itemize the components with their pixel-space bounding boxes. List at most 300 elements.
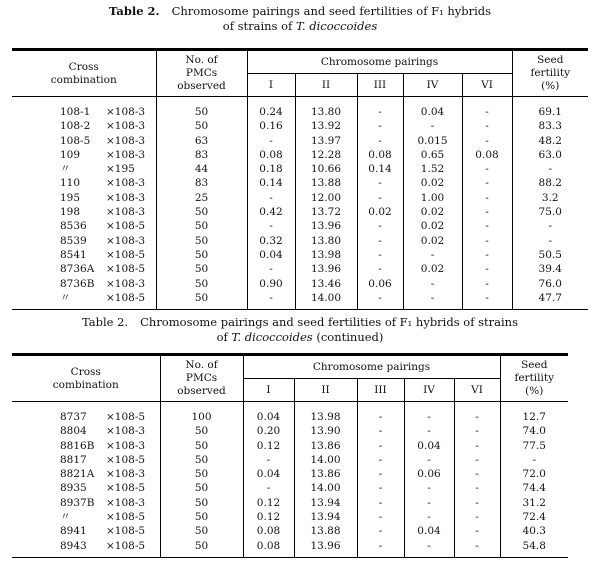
cell-VI: - [462, 291, 512, 310]
cross-female-parent: 8539 [60, 234, 87, 247]
header-pmcs: No. of PMCs observed [156, 50, 247, 97]
cell-fertility: 12.7 [500, 402, 568, 425]
cell-fertility: 48.2 [512, 134, 588, 148]
cell-II: 12.28 [295, 148, 357, 162]
cell-fertility: 72.4 [500, 510, 568, 524]
cell-I: 0.04 [243, 402, 294, 425]
table2-caption-line2 [0, 330, 600, 345]
cell-I: - [247, 219, 295, 233]
cross-male-parent: ×108-3 [106, 177, 146, 190]
header-cross: Cross combination [12, 50, 156, 97]
cell-pmcs: 25 [156, 191, 247, 205]
cell-II: 13.98 [295, 248, 357, 262]
cell-I: 0.20 [243, 424, 294, 438]
cell-I: 0.32 [247, 234, 295, 248]
cell-fertility: 40.3 [500, 524, 568, 538]
cell-cross [12, 481, 160, 495]
cross-female-parent: 8941 [60, 525, 87, 538]
cell-IV: - [403, 277, 462, 291]
header-pairings: Chromosome pairings [247, 50, 512, 74]
cell-cross [12, 97, 156, 120]
cell-III: - [357, 134, 403, 148]
cell-II: 13.46 [295, 277, 357, 291]
cell-II: 13.96 [295, 219, 357, 233]
cell-III: - [357, 453, 404, 467]
cell-IV: 1.52 [403, 162, 462, 176]
cell-III: - [357, 439, 404, 453]
cell-III: - [357, 219, 403, 233]
cell-II: 13.72 [295, 205, 357, 219]
cross-female-parent: 109 [60, 148, 81, 161]
cell-III: - [357, 176, 403, 190]
cell-IV: 0.65 [403, 148, 462, 162]
cell-IV: 0.02 [403, 176, 462, 190]
cell-IV: 0.02 [403, 219, 462, 233]
cell-IV: - [404, 453, 454, 467]
header-II: II [295, 74, 357, 97]
cell-cross [12, 219, 156, 233]
table2-body [12, 402, 568, 558]
cross-female-parent: 8804 [60, 425, 87, 438]
cell-VI: - [462, 262, 512, 276]
cell-VI: - [462, 248, 512, 262]
table-row [12, 119, 588, 133]
cell-cross [12, 467, 160, 481]
cross-male-parent: ×108-3 [106, 148, 146, 161]
cell-pmcs: 50 [160, 539, 243, 558]
cell-fertility: 75.0 [512, 205, 588, 219]
cell-VI: - [462, 119, 512, 133]
cell-cross [12, 496, 160, 510]
cell-pmcs: 50 [160, 439, 243, 453]
cross-female-parent: 8736A [60, 263, 95, 276]
cell-III: - [357, 496, 404, 510]
cross-male-parent: ×108-5 [106, 411, 146, 423]
cross-male-parent: ×108-3 [106, 191, 146, 204]
cell-III: - [357, 539, 404, 558]
cell-fertility: - [512, 219, 588, 233]
cell-VI: - [454, 481, 500, 495]
cell-fertility: 54.8 [500, 539, 568, 558]
cell-VI: - [462, 234, 512, 248]
cell-IV: - [404, 424, 454, 438]
cross-male-parent: ×108-3 [106, 277, 146, 290]
table-row [12, 453, 568, 467]
cell-II: 13.96 [295, 262, 357, 276]
cell-II: 13.94 [294, 496, 357, 510]
cell-VI: - [454, 510, 500, 524]
cross-female-parent: 8937B [60, 496, 95, 509]
cell-VI: - [454, 439, 500, 453]
table-row [12, 234, 588, 248]
cell-IV: - [404, 510, 454, 524]
cross-male-parent: ×108-3 [106, 468, 146, 481]
cell-II: 13.86 [294, 439, 357, 453]
table-row [12, 97, 588, 120]
cross-male-parent: ×108-3 [106, 134, 146, 147]
cell-VI: - [462, 176, 512, 190]
header-III: III [357, 379, 404, 402]
cell-I: 0.42 [247, 205, 295, 219]
cross-female-parent: 8816B [60, 439, 95, 452]
cell-pmcs: 83 [156, 148, 247, 162]
cross-male-parent: ×108-3 [106, 234, 146, 247]
cross-male-parent: ×108-5 [106, 511, 146, 524]
cross-female-parent: 〃 [60, 291, 71, 304]
cell-cross [12, 134, 156, 148]
cross-male-parent: ×108-5 [106, 291, 146, 304]
cell-II: 13.86 [294, 467, 357, 481]
cross-female-parent: 108-1 [60, 106, 91, 118]
table1-caption-label: Table 2. [108, 4, 160, 18]
cell-III: - [357, 402, 404, 425]
cross-male-parent: ×108-3 [106, 439, 146, 452]
cell-VI: - [454, 467, 500, 481]
cell-fertility: 47.7 [512, 291, 588, 310]
cell-III: 0.06 [357, 277, 403, 291]
cell-VI: - [462, 191, 512, 205]
cross-female-parent: 8817 [60, 453, 87, 466]
cell-pmcs: 50 [156, 291, 247, 310]
table2-caption-text: Chromosome pairings and seed fertilities of F₁ hybrids of strains [140, 315, 518, 329]
cell-III: 0.02 [357, 205, 403, 219]
table1-caption-prefix: of strains of [222, 19, 296, 33]
cell-III: - [357, 97, 403, 120]
cell-fertility: 31.2 [500, 496, 568, 510]
table-row [12, 496, 568, 510]
cross-female-parent: 110 [60, 177, 81, 190]
table1-caption-species: T. dicoccoides [295, 19, 378, 33]
cell-VI: - [454, 539, 500, 558]
cell-III: - [357, 481, 404, 495]
cell-II: 13.92 [295, 119, 357, 133]
cell-pmcs: 50 [160, 496, 243, 510]
cell-I: - [247, 262, 295, 276]
cross-male-parent: ×108-5 [106, 248, 146, 261]
cross-male-parent: ×195 [106, 163, 135, 176]
table2-caption-prefix: of [216, 330, 232, 344]
header-fertility: Seed fertility (%) [512, 50, 588, 97]
cell-II: 14.00 [294, 453, 357, 467]
cell-VI: - [462, 134, 512, 148]
cell-III: - [357, 510, 404, 524]
cross-female-parent: 8541 [60, 248, 87, 261]
cell-pmcs: 50 [156, 248, 247, 262]
cell-fertility: 63.0 [512, 148, 588, 162]
cell-IV: - [404, 539, 454, 558]
cross-male-parent: ×108-3 [106, 425, 146, 438]
cell-III: - [357, 291, 403, 310]
cell-II: 13.80 [295, 234, 357, 248]
cell-III: - [357, 191, 403, 205]
header-IV: IV [403, 74, 462, 97]
table-row [12, 176, 588, 190]
table-row [12, 248, 588, 262]
cell-pmcs: 44 [156, 162, 247, 176]
cell-cross [12, 191, 156, 205]
cell-I: 0.08 [243, 524, 294, 538]
cell-pmcs: 100 [160, 402, 243, 425]
cell-IV: - [403, 119, 462, 133]
cell-cross [12, 510, 160, 524]
cell-VI: - [454, 524, 500, 538]
cell-pmcs: 50 [160, 467, 243, 481]
cell-II: 13.88 [294, 524, 357, 538]
cell-II: 12.00 [295, 191, 357, 205]
cross-female-parent: 8737 [60, 411, 87, 423]
cell-VI: - [462, 97, 512, 120]
cell-cross [12, 439, 160, 453]
cell-fertility: 74.0 [500, 424, 568, 438]
table-row [12, 162, 588, 176]
cell-I: 0.18 [247, 162, 295, 176]
header-I: I [243, 379, 294, 402]
table-row [12, 424, 568, 438]
cell-fertility: 72.0 [500, 467, 568, 481]
cell-VI: - [454, 424, 500, 438]
table-row [12, 524, 568, 538]
cell-cross [12, 524, 160, 538]
header-fertility: Seed fertility (%) [500, 355, 568, 402]
table-row [12, 191, 588, 205]
cross-female-parent: 198 [60, 206, 81, 219]
cell-cross [12, 402, 160, 425]
cell-I: 0.12 [243, 439, 294, 453]
cell-cross [12, 539, 160, 558]
table2-header [12, 355, 568, 402]
cross-female-parent: 108-5 [60, 134, 91, 147]
header-pairings: Chromosome pairings [243, 355, 500, 379]
table-row [12, 510, 568, 524]
cell-pmcs: 50 [160, 424, 243, 438]
cell-pmcs: 50 [156, 262, 247, 276]
cell-II: 14.00 [295, 291, 357, 310]
table1 [12, 48, 588, 310]
cross-female-parent: 〃 [60, 163, 71, 176]
table-row [12, 134, 588, 148]
cross-male-parent: ×108-5 [106, 220, 146, 233]
table2-caption [0, 315, 600, 345]
cross-female-parent: 8943 [60, 539, 87, 552]
cross-male-parent: ×108-5 [106, 482, 146, 495]
cell-I: 0.08 [247, 148, 295, 162]
table2 [12, 353, 568, 558]
cell-IV: 0.04 [403, 97, 462, 120]
cell-I: 0.14 [247, 176, 295, 190]
cell-IV: - [403, 248, 462, 262]
header-VI: VI [454, 379, 500, 402]
cell-I: 0.04 [247, 248, 295, 262]
cell-I: - [247, 134, 295, 148]
cross-female-parent: 8536 [60, 220, 87, 233]
table-row [12, 205, 588, 219]
cell-pmcs: 63 [156, 134, 247, 148]
cell-IV: 0.02 [403, 262, 462, 276]
cell-fertility: 3.2 [512, 191, 588, 205]
table-row [12, 277, 588, 291]
cell-IV: - [404, 402, 454, 425]
cell-cross [12, 148, 156, 162]
table1-caption-line1 [0, 4, 600, 19]
cell-pmcs: 50 [156, 119, 247, 133]
table2-caption-species: T. dicoccoides [231, 330, 313, 344]
cross-male-parent: ×108-3 [106, 106, 146, 118]
table1-body [12, 97, 588, 310]
cell-IV: 0.04 [404, 524, 454, 538]
cross-male-parent: ×108-5 [106, 263, 146, 276]
cell-I: 0.90 [247, 277, 295, 291]
cell-III: - [357, 119, 403, 133]
cell-pmcs: 50 [160, 524, 243, 538]
header-III: III [357, 74, 403, 97]
cell-I: 0.04 [243, 467, 294, 481]
table-row [12, 539, 568, 558]
cell-cross [12, 119, 156, 133]
cell-cross [12, 162, 156, 176]
cell-fertility: 83.3 [512, 119, 588, 133]
cell-cross [12, 234, 156, 248]
cell-II: 14.00 [294, 481, 357, 495]
cell-cross [12, 424, 160, 438]
table-row [12, 481, 568, 495]
cell-II: 13.80 [295, 97, 357, 120]
cross-female-parent: 195 [60, 191, 81, 204]
cell-VI: - [454, 453, 500, 467]
cell-IV: 0.015 [403, 134, 462, 148]
cell-II: 13.98 [294, 402, 357, 425]
cell-I: 0.08 [243, 539, 294, 558]
cell-VI: - [462, 162, 512, 176]
cross-female-parent: 8821A [60, 468, 95, 481]
table-row [12, 148, 588, 162]
table-row [12, 439, 568, 453]
cell-pmcs: 50 [156, 97, 247, 120]
cell-fertility: 39.4 [512, 262, 588, 276]
cross-male-parent: ×108-5 [106, 539, 146, 552]
cross-female-parent: 8935 [60, 482, 87, 495]
cell-fertility: 69.1 [512, 97, 588, 120]
cell-cross [12, 277, 156, 291]
table2-caption-suffix: (continued) [312, 330, 384, 344]
cell-fertility: 76.0 [512, 277, 588, 291]
header-I: I [247, 74, 295, 97]
cross-male-parent: ×108-3 [106, 496, 146, 509]
table-row [12, 402, 568, 425]
cell-fertility: - [512, 234, 588, 248]
cell-II: 13.88 [295, 176, 357, 190]
cell-II: 13.96 [294, 539, 357, 558]
header-pmcs: No. of PMCs observed [160, 355, 243, 402]
cross-female-parent: 〃 [60, 511, 71, 524]
table1-caption [0, 4, 600, 34]
cell-I: 0.12 [243, 496, 294, 510]
table-row [12, 219, 588, 233]
cell-cross [12, 453, 160, 467]
cell-fertility: 88.2 [512, 176, 588, 190]
cross-male-parent: ×108-3 [106, 206, 146, 219]
cell-VI: 0.08 [462, 148, 512, 162]
cell-I: - [247, 191, 295, 205]
cell-III: 0.14 [357, 162, 403, 176]
cell-I: 0.12 [243, 510, 294, 524]
cell-I: - [243, 481, 294, 495]
cell-VI: - [462, 277, 512, 291]
cell-fertility: - [500, 453, 568, 467]
cell-pmcs: 83 [156, 176, 247, 190]
cell-IV: 0.02 [403, 205, 462, 219]
cell-IV: - [404, 481, 454, 495]
table1-caption-text: Chromosome pairings and seed fertilities of F₁ hybrids [171, 4, 492, 18]
cell-IV: - [403, 291, 462, 310]
cell-IV: - [404, 496, 454, 510]
cell-cross [12, 262, 156, 276]
cell-pmcs: 50 [156, 234, 247, 248]
cell-cross [12, 291, 156, 310]
table-row [12, 262, 588, 276]
cell-cross [12, 176, 156, 190]
table1-caption-line2 [0, 19, 600, 34]
cell-IV: 0.06 [404, 467, 454, 481]
cell-pmcs: 50 [160, 453, 243, 467]
header-cross: Cross combination [12, 355, 160, 402]
cell-pmcs: 50 [156, 277, 247, 291]
cell-I: 0.16 [247, 119, 295, 133]
table1-header [12, 50, 588, 97]
header-VI: VI [462, 74, 512, 97]
cell-II: 13.97 [295, 134, 357, 148]
cross-female-parent: 8736B [60, 277, 95, 290]
cell-VI: - [462, 205, 512, 219]
cell-III: - [357, 262, 403, 276]
cell-VI: - [454, 402, 500, 425]
header-IV: IV [404, 379, 454, 402]
cross-male-parent: ×108-5 [106, 525, 146, 538]
cell-fertility: 77.5 [500, 439, 568, 453]
cell-pmcs: 50 [160, 510, 243, 524]
cell-pmcs: 50 [160, 481, 243, 495]
cell-II: 13.90 [294, 424, 357, 438]
cell-II: 13.94 [294, 510, 357, 524]
cell-I: 0.24 [247, 97, 295, 120]
cell-III: - [357, 467, 404, 481]
cell-fertility: - [512, 162, 588, 176]
cell-VI: - [462, 219, 512, 233]
cell-IV: 0.02 [403, 234, 462, 248]
cell-cross [12, 248, 156, 262]
table2-caption-label: Table 2. [82, 315, 129, 329]
table-row [12, 467, 568, 481]
cell-fertility: 50.5 [512, 248, 588, 262]
cell-I: - [247, 291, 295, 310]
table-row [12, 291, 588, 310]
cell-III: - [357, 234, 403, 248]
cell-pmcs: 50 [156, 205, 247, 219]
cross-male-parent: ×108-5 [106, 453, 146, 466]
cell-fertility: 74.4 [500, 481, 568, 495]
cell-IV: 1.00 [403, 191, 462, 205]
cell-cross [12, 205, 156, 219]
cell-II: 10.66 [295, 162, 357, 176]
cell-III: - [357, 248, 403, 262]
cell-III: - [357, 424, 404, 438]
cell-I: - [243, 453, 294, 467]
cross-female-parent: 108-2 [60, 120, 91, 133]
table2-caption-line1 [0, 315, 600, 330]
cell-VI: - [454, 496, 500, 510]
cell-IV: 0.04 [404, 439, 454, 453]
cell-III: 0.08 [357, 148, 403, 162]
cell-pmcs: 50 [156, 219, 247, 233]
